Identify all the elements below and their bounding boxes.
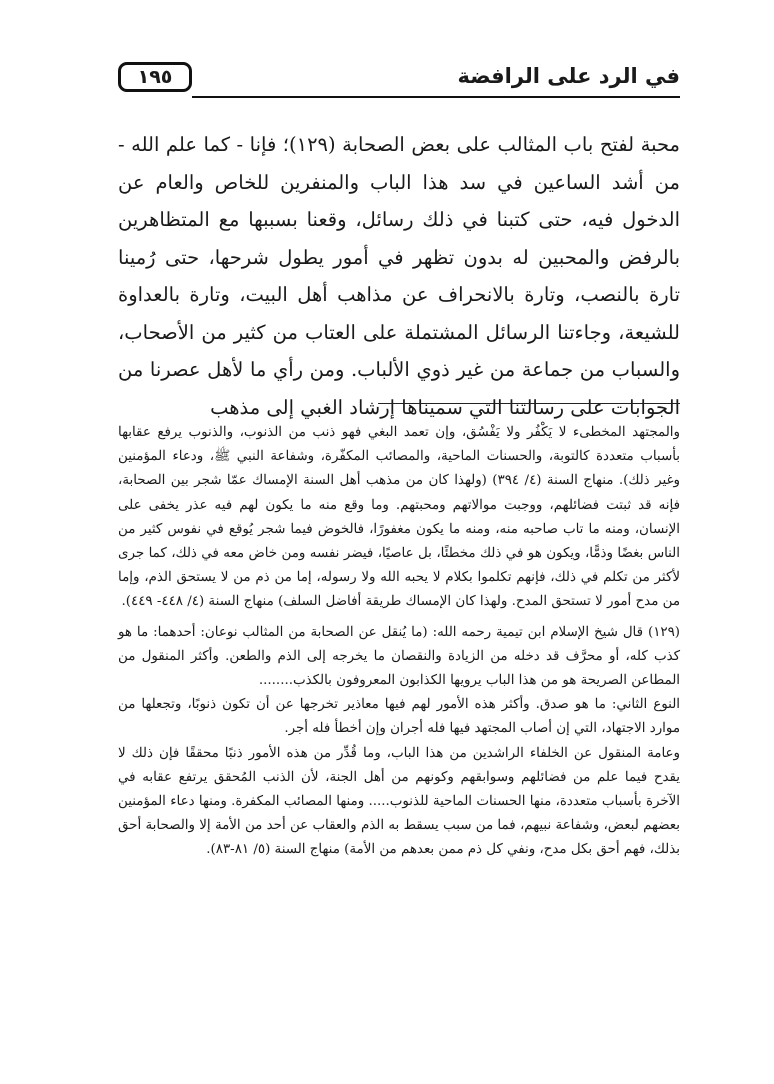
body-paragraph: محبة لفتح باب المثالب على بعض الصحابة (١٢٩)؛ فإنا - كما علم الله - من أشد الساعين في سد هذا الباب والمنفرين للخاص والعام عن الدخول فيه، حتى كتبنا في ذلك رسائل، وقعنا بسببها مع المتظاهرين بالرفض والمحبين له بدون تظهر في أمور يطول شرحها، حتى رُمينا تارة بالنصب، وتارة بالانحراف عن مذاهب أهل البيت، وتارة بالعداوة للشيعة، وجاءتنا الرسائل المشتملة على العتاب من كثير من الأصحاب، والسباب من جماعة من غير ذوي الألباب. ومن رأي ما لأهل عصرنا من الجوابات على رسالتنا التي سميناها إرشاد الغبي إلى مذهب <box>118 133 680 419</box>
footnote-129: (١٢٩) قال شيخ الإسلام ابن تيمية رحمه الله: (ما يُنقل عن الصحابة من المثالب نوعان: أحدهما: ما هو كذب كله، أو محرَّف قد دخله من الزيادة والنقصان ما يخرجه إلى الذم والطعن. وأكثر المنقول من المطاعن الصريحة هو من هذا الباب يرويها الكذابون المعروفون بالكذب........ <box>118 624 680 689</box>
footnote-continuation: والمجتهد المخطىء لا يَكْفُر ولا يَفْسُق، وإن تعمد البغي فهو ذنب من الذنوب، والذنوب يرفع عقابها بأسباب متعددة كالتوبة، والحسنات الماحية، والمصائب المكفّرة، وشفاعة النبي ﷺ، ودعاء المؤمنين وغير ذلك). منهاج السنة (٤/ ٣٩٤) (ولهذا كان من مذهب أهل السنة الإمساك عمّا شجر بين الصحابة، فإنه قد ثبتت فضائلهم، ووجبت موالاتهم ومحبتهم. وما وقع منه ما يكون لهم فيه عذر يخفى على الإنسان، ومنه ما تاب صاحبه منه، ومنه ما يكون مغفورًا، فالخوض فيما شجر يُوقع في نفوس كثير من الناس بغضًا وذمًّا، ويكون هو في ذلك مخطئًا، بل عاصيًا، فيضر نفسه ومن خاض معه في ذلك، كما جرى لأكثر من تكلم في ذلك، فإنهم تكلموا بكلام لا يحبه الله ولا رسوله، إما من ذم من لا يستحق الذم، وإما من مدح أمور لا تستحق المدح. ولهذا كان الإمساك طريقة أفاضل السلف) منهاج السنة (٤/ ٤٤٨- ٤٤٩). <box>118 425 680 610</box>
footnotes <box>118 421 680 863</box>
footnote-separator <box>378 403 680 404</box>
footnote-129-part2: النوع الثاني: ما هو صدق. وأكثر هذه الأمور لهم فيها معاذير تخرجها عن أن تكون ذنوبًا، وتجعلها من موارد الاجتهاد، التي إن أصاب المجتهد فيها فله أجران وإن أخطأ فله أجر. <box>118 697 680 737</box>
header-rule <box>192 96 680 98</box>
page-number: ١٩٥ <box>118 62 192 92</box>
main-text <box>118 126 680 426</box>
page-header <box>118 58 680 102</box>
footnote-129-part3: وعامة المنقول عن الخلفاء الراشدين من هذا الباب، وما قُدِّر من هذه الأمور ذنبًا محققًا فإن ذلك لا يقدح فيما علم من فضائلهم وسوابقهم وكونهم من أهل الجنة، لأن الذنب المُحقق يرتفع عقابه في الآخرة بأسباب متعددة، منها الحسنات الماحية للذنوب..... ومنها المصائب المكفرة. ومنها دعاء المؤمنين بعضهم لبعض، وشفاعة نبيهم، فما من سبب يسقط به الذم والعقاب عن أحد من الأمة إلا والصحابة أحق بذلك، فهم أحق بكل مدح، ونفي كل ذم ممن بعدهم من الأمة) منهاج السنة (٥/ ٨١-٨٣). <box>118 745 680 858</box>
running-title: في الرد على الرافضة <box>457 64 680 88</box>
